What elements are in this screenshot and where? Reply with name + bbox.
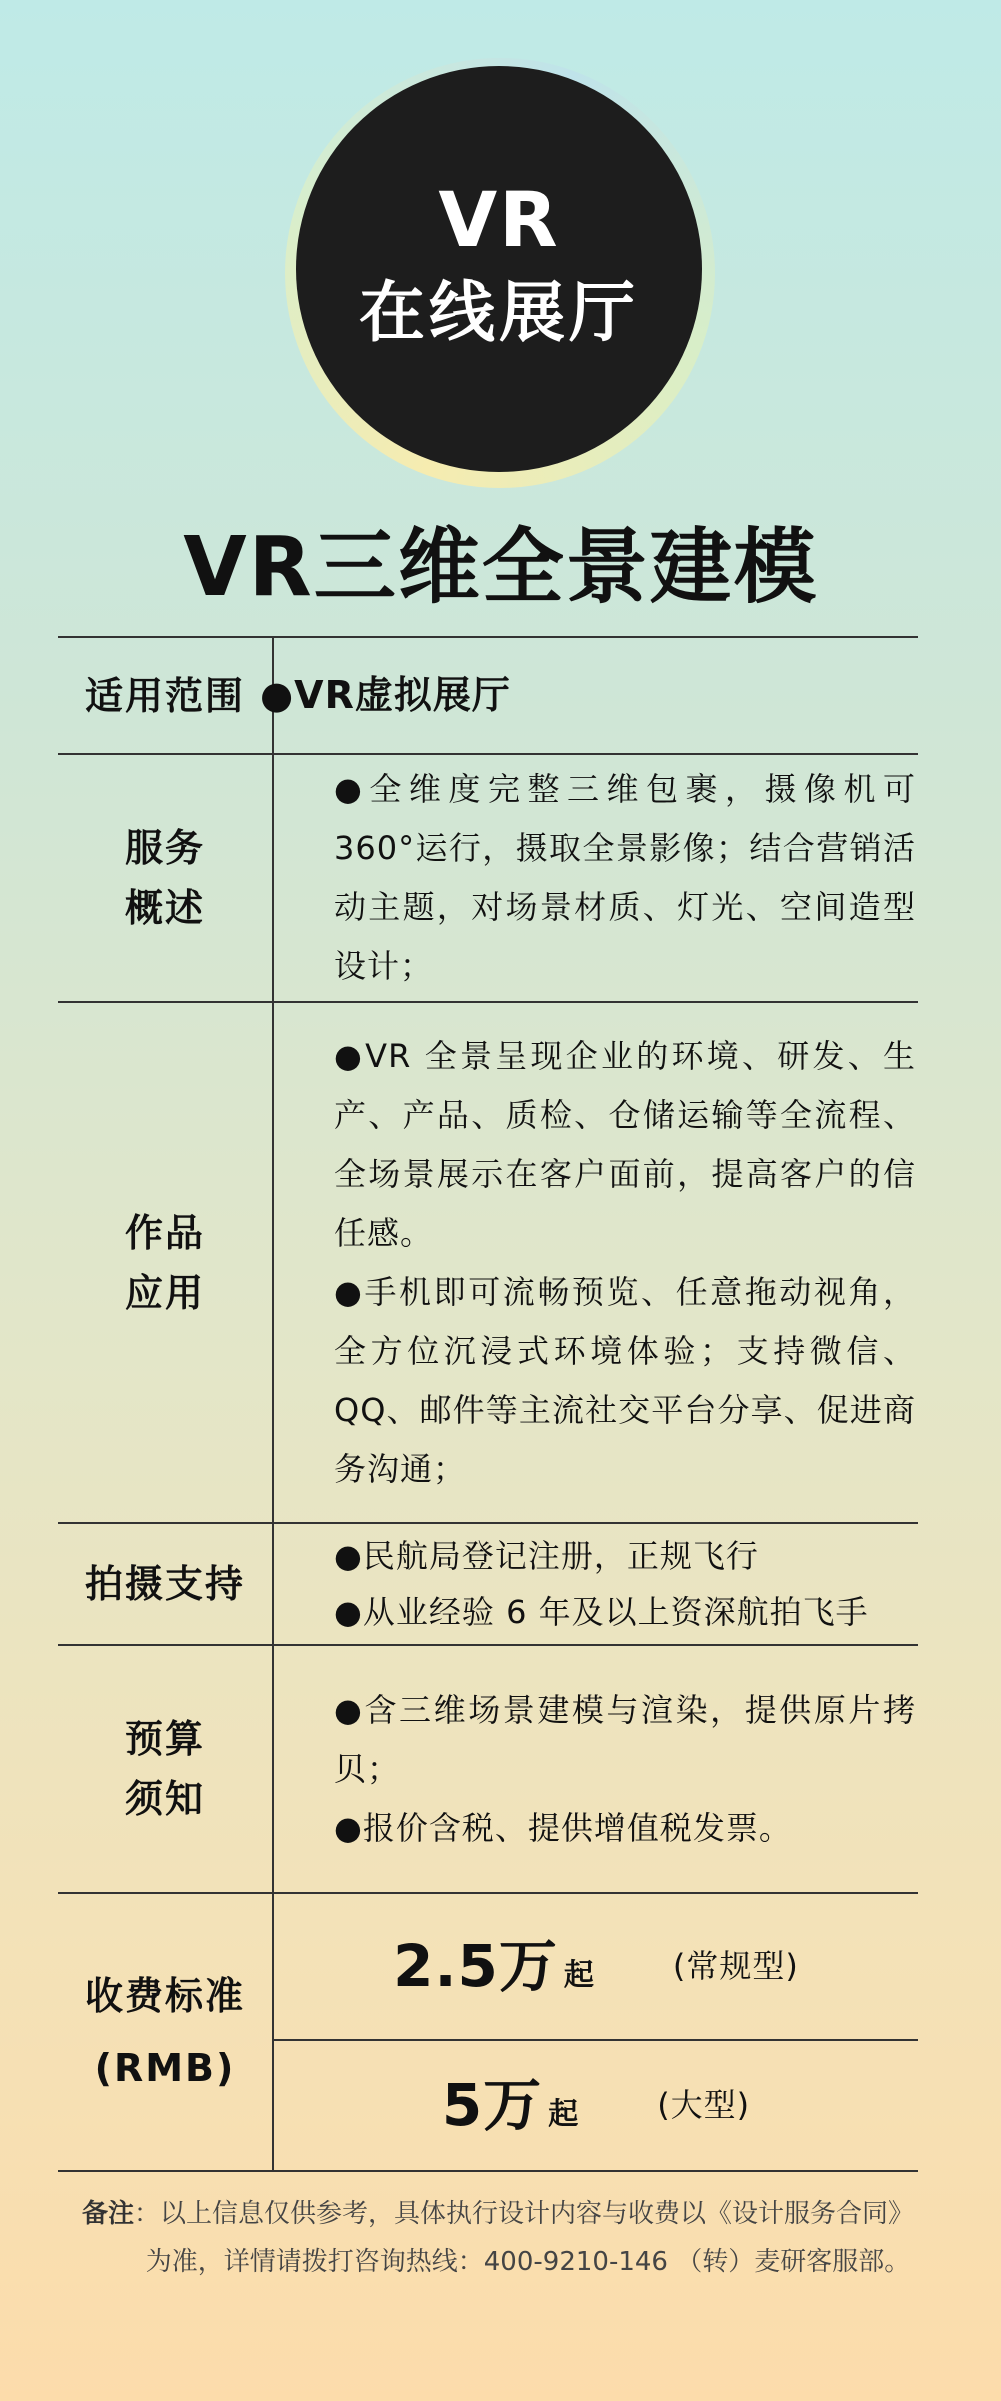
page-title: VR三维全景建模 — [183, 520, 818, 615]
content-scope — [260, 638, 918, 753]
application-text-2: ●手机即可流畅预览、任意拖动视角，全方位沉浸式环境体验；支持微信、QQ、邮件等主流社交平台分享、促进商务沟通； — [334, 1272, 916, 1488]
service-table — [58, 636, 918, 2172]
footnote — [58, 2190, 938, 2286]
label-budget-line-1: 预算 — [124, 1717, 205, 1761]
label-scope — [58, 638, 274, 753]
vr-badge — [296, 66, 702, 472]
service-text: ●全维度完整三维包裹，摄像机可 360°运行，摄取全景影像；结合营销活动主题，对场景材质、灯光、空间造型设计； — [334, 770, 916, 985]
content-shooting — [274, 1524, 918, 1644]
fee-standard-amount: 2.5万 — [393, 1932, 558, 2000]
fee-large-type: (大型) — [657, 2086, 751, 2124]
label-service-line-1: 服务 — [124, 826, 205, 870]
footnote-prefix: 备注 — [81, 2199, 134, 2229]
label-fee-line-1: 收费标准 — [84, 1974, 245, 2018]
fee-large-amount: 5万 — [441, 2071, 543, 2139]
shooting-text-1: ●民航局登记注册，正规飞行 — [334, 1537, 759, 1575]
fee-standard — [274, 1894, 918, 2039]
label-service — [58, 755, 274, 1001]
fee-standard-unit: 起 — [563, 1958, 595, 1993]
row-shooting — [58, 1524, 918, 1646]
shooting-text-2: ●从业经验 6 年及以上资深航拍飞手 — [334, 1593, 869, 1631]
footnote-line-1 — [58, 2190, 938, 2238]
content-application — [274, 1003, 918, 1522]
fee-standard-type: (常规型) — [672, 1947, 799, 1985]
fee-large — [274, 2039, 918, 2170]
content-service — [274, 755, 918, 1001]
row-application — [58, 1003, 918, 1524]
label-scope-text: 适用范围 — [84, 673, 245, 718]
application-text-1: ●VR 全景呈现企业的环境、研发、生产、产品、质检、仓储运输等全流程、全场景展示在客户面前，提高客户的信任感。 — [334, 1036, 916, 1252]
label-application-line-2: 应用 — [124, 1270, 205, 1315]
budget-text-1: ●含三维场景建模与渲染，提供原片拷贝； — [334, 1690, 916, 1788]
label-application — [58, 1003, 274, 1522]
label-application-line-1: 作品 — [124, 1210, 205, 1255]
fee-large-unit: 起 — [548, 2097, 580, 2132]
label-fee — [58, 1894, 274, 2170]
footnote-line-1-text: ：以上信息仅供参考，具体执行设计内容与收费以《设计服务合同》 — [134, 2199, 915, 2229]
row-budget — [58, 1646, 918, 1894]
row-scope — [58, 638, 918, 755]
scope-text: ●VR虚拟展厅 — [260, 673, 511, 717]
label-fee-line-2: (RMB) — [94, 2046, 236, 2090]
badge-line-2: 在线展厅 — [359, 274, 639, 351]
label-shooting — [58, 1524, 274, 1644]
content-budget — [274, 1646, 918, 1892]
budget-text-2: ●报价含税、提供增值税发票。 — [334, 1808, 792, 1847]
label-budget-line-2: 须知 — [124, 1777, 205, 1821]
label-budget — [58, 1646, 274, 1892]
content-fee — [274, 1894, 918, 2170]
row-fee — [58, 1894, 918, 2172]
row-service — [58, 755, 918, 1003]
label-shooting-text: 拍摄支持 — [84, 1562, 245, 1606]
footnote-line-2: 为准，详情请拨打咨询热线：400-9210-146 （转）麦研客服部。 — [145, 2247, 911, 2277]
badge-line-1: VR — [438, 175, 560, 264]
label-service-line-2: 概述 — [124, 886, 205, 930]
